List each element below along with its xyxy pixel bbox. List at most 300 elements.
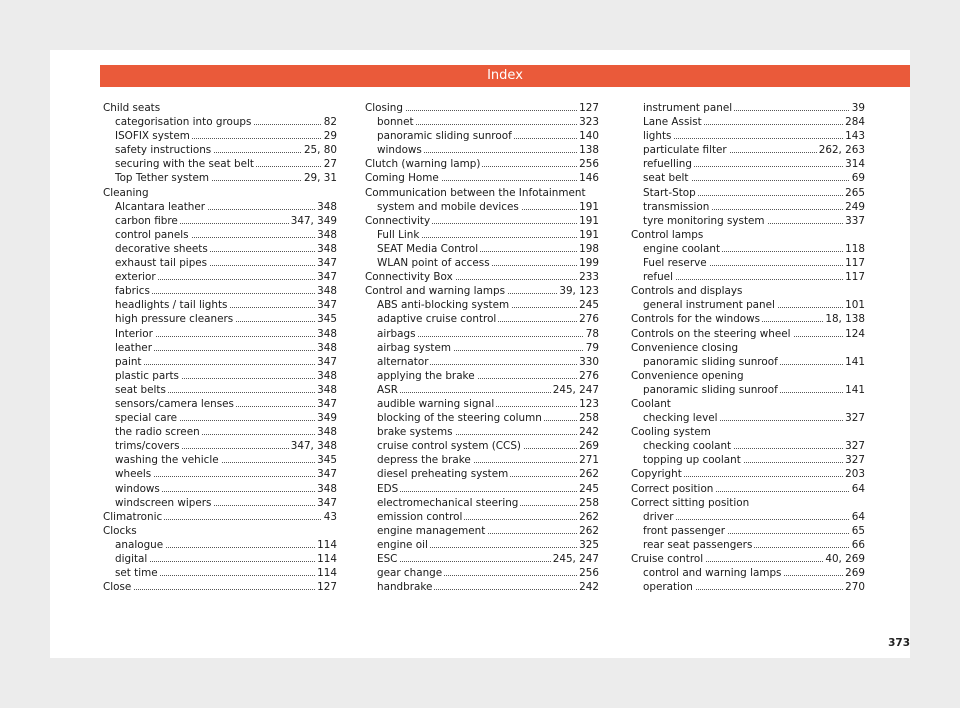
entry-page-ref: 256 bbox=[579, 567, 599, 580]
index-subentry bbox=[103, 115, 337, 129]
index-subentry bbox=[103, 439, 337, 453]
entry-term: front passenger bbox=[643, 524, 726, 537]
entry-page-ref: 203 bbox=[845, 468, 865, 481]
index-subentry bbox=[103, 171, 337, 185]
index-subentry bbox=[365, 411, 599, 425]
entry-page-ref: 348 bbox=[317, 327, 337, 340]
index-subentry bbox=[103, 467, 337, 481]
entry-term: Clocks bbox=[103, 524, 137, 537]
entry-term: leather bbox=[115, 341, 152, 354]
entry-page-ref: 29, 31 bbox=[303, 172, 337, 185]
entry-term: airbag system bbox=[377, 341, 451, 354]
index-entry bbox=[631, 397, 865, 411]
entry-term: analogue bbox=[115, 538, 164, 551]
index-entry bbox=[631, 369, 865, 383]
index-column-2 bbox=[365, 101, 599, 594]
entry-term: rear seat passengers bbox=[643, 538, 753, 551]
index-subentry bbox=[365, 298, 599, 312]
entry-term: Control lamps bbox=[631, 228, 704, 241]
index-subentry bbox=[365, 200, 599, 214]
entry-term: engine coolant bbox=[643, 242, 721, 255]
entry-page-ref: 27 bbox=[323, 158, 337, 171]
index-subentry bbox=[103, 411, 337, 425]
index-subentry bbox=[103, 312, 337, 326]
index-subentry bbox=[365, 242, 599, 256]
entry-page-ref: 347 bbox=[317, 271, 337, 284]
index-subentry bbox=[103, 214, 337, 228]
index-subentry bbox=[365, 566, 599, 580]
entry-page-ref: 245 bbox=[579, 299, 599, 312]
entry-page-ref: 337 bbox=[845, 214, 865, 227]
index-subentry bbox=[103, 397, 337, 411]
entry-page-ref: 327 bbox=[845, 454, 865, 467]
entry-term: SEAT Media Control bbox=[377, 242, 479, 255]
entry-term: driver bbox=[643, 510, 674, 523]
entry-term: special care bbox=[115, 412, 178, 425]
entry-term: Close bbox=[103, 581, 132, 594]
index-entry bbox=[365, 284, 599, 298]
dot-leader bbox=[115, 364, 337, 365]
index-subentry bbox=[103, 566, 337, 580]
index-subentry bbox=[631, 129, 865, 143]
entry-term: Closing bbox=[365, 102, 403, 114]
index-subentry bbox=[365, 482, 599, 496]
index-subentry bbox=[103, 552, 337, 566]
entry-term: panoramic sliding sunroof bbox=[377, 130, 512, 143]
index-subentry bbox=[631, 383, 865, 397]
entry-page-ref: 64 bbox=[851, 482, 865, 495]
entry-term: emission control bbox=[377, 510, 463, 523]
index-subentry bbox=[365, 453, 599, 467]
entry-term: Alcantara leather bbox=[115, 200, 206, 213]
entry-page-ref: 276 bbox=[579, 369, 599, 382]
entry-term: decorative sheets bbox=[115, 242, 208, 255]
entry-term: checking coolant bbox=[643, 440, 732, 453]
entry-term: instrument panel bbox=[643, 102, 733, 114]
entry-term: digital bbox=[115, 553, 148, 565]
index-subentry bbox=[631, 171, 865, 185]
entry-term: ESC bbox=[377, 553, 398, 565]
index-subentry bbox=[631, 298, 865, 312]
entry-term: carbon fibre bbox=[115, 214, 178, 227]
entry-page-ref: 348 bbox=[317, 228, 337, 241]
entry-term: plastic parts bbox=[115, 369, 179, 382]
entry-term: panoramic sliding sunroof bbox=[643, 383, 778, 396]
index-subentry bbox=[103, 129, 337, 143]
entry-page-ref: 69 bbox=[851, 172, 865, 185]
entry-page-ref: 141 bbox=[845, 383, 865, 396]
entry-term: adaptive cruise control bbox=[377, 313, 497, 326]
entry-page-ref: 348 bbox=[317, 200, 337, 213]
entry-page-ref: 242 bbox=[579, 426, 599, 439]
entry-page-ref: 65 bbox=[851, 524, 865, 537]
entry-term: windows bbox=[377, 144, 422, 157]
index-entry bbox=[631, 341, 865, 355]
index-entry bbox=[365, 270, 599, 284]
entry-page-ref: 124 bbox=[845, 327, 865, 340]
index-subentry bbox=[631, 157, 865, 171]
entry-page-ref: 258 bbox=[579, 412, 599, 425]
entry-term: tyre monitoring system bbox=[643, 214, 765, 227]
entry-term: transmission bbox=[643, 200, 710, 213]
entry-page-ref: 349 bbox=[317, 412, 337, 425]
entry-page-ref: 141 bbox=[845, 355, 865, 368]
entry-term: ABS anti-blocking system bbox=[377, 299, 510, 312]
index-entry bbox=[631, 312, 865, 326]
index-subentry bbox=[631, 101, 865, 115]
entry-term: Cruise control bbox=[631, 553, 704, 565]
index-entry bbox=[631, 496, 865, 510]
entry-term: Top Tether system bbox=[115, 172, 209, 185]
entry-page-ref: 40, 269 bbox=[825, 553, 865, 565]
entry-page-ref: 64 bbox=[851, 510, 865, 523]
entry-term: checking level bbox=[643, 412, 718, 425]
entry-term: panoramic sliding sunroof bbox=[643, 355, 778, 368]
entry-page-ref: 347 bbox=[317, 397, 337, 410]
index-subentry bbox=[103, 482, 337, 496]
index-subentry bbox=[365, 369, 599, 383]
entry-page-ref: 269 bbox=[845, 567, 865, 580]
entry-term: EDS bbox=[377, 482, 399, 495]
entry-page-ref: 262 bbox=[579, 510, 599, 523]
dot-leader bbox=[643, 138, 865, 139]
entry-term: seat belts bbox=[115, 383, 166, 396]
entry-term: Interior bbox=[115, 327, 153, 340]
entry-page-ref: 249 bbox=[845, 200, 865, 213]
entry-page-ref: 146 bbox=[579, 172, 599, 185]
entry-page-ref: 345 bbox=[317, 313, 337, 326]
entry-term: Child seats bbox=[103, 102, 161, 114]
entry-page-ref: 348 bbox=[317, 369, 337, 382]
entry-page-ref: 348 bbox=[317, 482, 337, 495]
index-entry bbox=[103, 510, 337, 524]
index-columns bbox=[103, 101, 865, 641]
index-subentry bbox=[631, 143, 865, 157]
index-entry bbox=[631, 228, 865, 242]
entry-term: Coming Home bbox=[365, 172, 439, 185]
entry-term: Fuel reserve bbox=[643, 257, 707, 270]
entry-page-ref: 347 bbox=[317, 468, 337, 481]
index-subentry bbox=[631, 242, 865, 256]
index-subentry bbox=[631, 256, 865, 270]
entry-page-ref: 233 bbox=[579, 271, 599, 284]
section-header: Index bbox=[100, 65, 910, 87]
entry-page-ref: 347 bbox=[317, 299, 337, 312]
index-subentry bbox=[365, 341, 599, 355]
index-subentry bbox=[365, 524, 599, 538]
entry-term: lights bbox=[643, 130, 672, 143]
index-subentry bbox=[365, 467, 599, 481]
index-subentry bbox=[631, 214, 865, 228]
entry-term: seat belt bbox=[643, 172, 689, 185]
entry-term: blocking of the steering column bbox=[377, 412, 542, 425]
entry-page-ref: 140 bbox=[579, 130, 599, 143]
index-entry bbox=[103, 524, 337, 538]
entry-page-ref: 347, 348 bbox=[290, 440, 337, 453]
dot-leader bbox=[643, 519, 865, 520]
dot-leader bbox=[103, 589, 337, 590]
entry-page-ref: 347 bbox=[317, 496, 337, 509]
index-subentry bbox=[103, 284, 337, 298]
index-entry bbox=[631, 327, 865, 341]
entry-term: WLAN point of access bbox=[377, 257, 490, 270]
index-subentry bbox=[631, 538, 865, 552]
index-subentry bbox=[103, 383, 337, 397]
index-subentry bbox=[103, 496, 337, 510]
entry-term: set time bbox=[115, 567, 158, 580]
entry-term: exhaust tail pipes bbox=[115, 257, 208, 270]
entry-page-ref: 78 bbox=[585, 327, 599, 340]
index-subentry bbox=[103, 369, 337, 383]
index-subentry bbox=[631, 566, 865, 580]
entry-page-ref: 270 bbox=[845, 581, 865, 594]
entry-term: bonnet bbox=[377, 116, 414, 129]
index-subentry bbox=[631, 439, 865, 453]
entry-page-ref: 114 bbox=[317, 553, 337, 565]
entry-page-ref: 327 bbox=[845, 412, 865, 425]
index-subentry bbox=[103, 228, 337, 242]
index-subentry bbox=[103, 453, 337, 467]
entry-page-ref: 114 bbox=[317, 567, 337, 580]
entry-term: engine management bbox=[377, 524, 486, 537]
entry-term: applying the brake bbox=[377, 369, 475, 382]
entry-page-ref: 123 bbox=[579, 397, 599, 410]
entry-page-ref: 348 bbox=[317, 383, 337, 396]
entry-term: securing with the seat belt bbox=[115, 158, 254, 171]
index-subentry bbox=[365, 580, 599, 594]
entry-term: headlights / tail lights bbox=[115, 299, 228, 312]
entry-term: Full Link bbox=[377, 228, 420, 241]
index-subentry bbox=[103, 256, 337, 270]
index-subentry bbox=[365, 256, 599, 270]
index-subentry bbox=[631, 411, 865, 425]
entry-page-ref: 191 bbox=[579, 228, 599, 241]
entry-term: electromechanical steering bbox=[377, 496, 519, 509]
entry-page-ref: 114 bbox=[317, 538, 337, 551]
entry-term: gear change bbox=[377, 567, 443, 580]
index-subentry bbox=[365, 383, 599, 397]
dot-leader bbox=[377, 491, 599, 492]
index-subentry bbox=[365, 538, 599, 552]
entry-term: depress the brake bbox=[377, 454, 471, 467]
entry-page-ref: 348 bbox=[317, 426, 337, 439]
index-subentry bbox=[103, 425, 337, 439]
entry-term: exterior bbox=[115, 271, 156, 284]
entry-page-ref: 101 bbox=[845, 299, 865, 312]
entry-term: control panels bbox=[115, 228, 189, 241]
index-subentry bbox=[365, 327, 599, 341]
index-subentry bbox=[103, 341, 337, 355]
index-subentry bbox=[631, 524, 865, 538]
entry-page-ref: 43 bbox=[323, 510, 337, 523]
index-subentry bbox=[365, 552, 599, 566]
entry-term: alternator bbox=[377, 355, 429, 368]
entry-page-ref: 138 bbox=[579, 144, 599, 157]
index-subentry bbox=[365, 143, 599, 157]
index-column-3 bbox=[631, 101, 865, 594]
index-entry bbox=[631, 552, 865, 566]
entry-page-ref: 348 bbox=[317, 341, 337, 354]
entry-term: Cooling system bbox=[631, 426, 711, 439]
index-subentry bbox=[631, 510, 865, 524]
entry-page-ref: 245 bbox=[579, 482, 599, 495]
entry-term: Clutch (warning lamp) bbox=[365, 158, 481, 171]
entry-page-ref: 117 bbox=[845, 271, 865, 284]
index-entry bbox=[365, 157, 599, 171]
entry-page-ref: 82 bbox=[323, 116, 337, 129]
entry-page-ref: 314 bbox=[845, 158, 865, 171]
entry-page-ref: 330 bbox=[579, 355, 599, 368]
entry-page-ref: 325 bbox=[579, 538, 599, 551]
entry-term: categorisation into groups bbox=[115, 116, 252, 129]
index-subentry bbox=[103, 270, 337, 284]
entry-page-ref: 348 bbox=[317, 285, 337, 298]
entry-term: trims/covers bbox=[115, 440, 180, 453]
entry-page-ref: 262 bbox=[579, 524, 599, 537]
entry-page-ref: 198 bbox=[579, 242, 599, 255]
entry-page-ref: 258 bbox=[579, 496, 599, 509]
entry-term: safety instructions bbox=[115, 144, 212, 157]
entry-page-ref: 256 bbox=[579, 158, 599, 171]
entry-term: Coolant bbox=[631, 397, 671, 410]
entry-term: sensors/camera lenses bbox=[115, 397, 234, 410]
entry-page-ref: 199 bbox=[579, 257, 599, 270]
index-subentry bbox=[365, 397, 599, 411]
entry-term: high pressure cleaners bbox=[115, 313, 234, 326]
entry-page-ref: 29 bbox=[323, 130, 337, 143]
entry-page-ref: 265 bbox=[845, 186, 865, 199]
index-entry bbox=[365, 101, 599, 115]
entry-page-ref: 262 bbox=[579, 468, 599, 481]
index-subentry bbox=[365, 355, 599, 369]
entry-term: Start-Stop bbox=[643, 186, 696, 199]
entry-term: ASR bbox=[377, 383, 398, 396]
entry-page-ref: 66 bbox=[851, 538, 865, 551]
index-entry bbox=[631, 467, 865, 481]
page-number: 373 bbox=[888, 637, 910, 649]
entry-page-ref: 18, 138 bbox=[825, 313, 865, 326]
entry-term: audible warning signal bbox=[377, 397, 495, 410]
index-entry bbox=[103, 580, 337, 594]
index-page bbox=[50, 50, 910, 658]
index-entry bbox=[103, 186, 337, 200]
entry-page-ref: 348 bbox=[317, 242, 337, 255]
entry-page-ref: 347, 349 bbox=[290, 214, 337, 227]
index-subentry bbox=[103, 327, 337, 341]
entry-term: operation bbox=[643, 581, 693, 594]
entry-page-ref: 347 bbox=[317, 355, 337, 368]
entry-page-ref: 127 bbox=[579, 102, 599, 114]
entry-term: system and mobile devices bbox=[377, 200, 519, 213]
index-subentry bbox=[103, 355, 337, 369]
entry-term: fabrics bbox=[115, 285, 150, 298]
entry-term: handbrake bbox=[377, 581, 433, 594]
entry-term: Controls for the windows bbox=[631, 313, 761, 326]
entry-term: Controls on the steering wheel bbox=[631, 327, 791, 340]
entry-page-ref: 118 bbox=[845, 242, 865, 255]
entry-term: refuelling bbox=[643, 158, 692, 171]
entry-term: engine oil bbox=[377, 538, 428, 551]
entry-term: Communication between the Infotainment bbox=[365, 186, 586, 199]
entry-page-ref: 245, 247 bbox=[552, 383, 599, 396]
index-entry bbox=[365, 214, 599, 228]
index-entry bbox=[631, 482, 865, 496]
entry-term: particulate filter bbox=[643, 144, 727, 157]
entry-term: Cleaning bbox=[103, 186, 149, 199]
entry-page-ref: 284 bbox=[845, 116, 865, 129]
entry-term: windows bbox=[115, 482, 160, 495]
index-subentry bbox=[631, 115, 865, 129]
index-subentry bbox=[631, 453, 865, 467]
entry-page-ref: 345 bbox=[317, 454, 337, 467]
entry-page-ref: 191 bbox=[579, 214, 599, 227]
entry-page-ref: 347 bbox=[317, 257, 337, 270]
entry-term: general instrument panel bbox=[643, 299, 775, 312]
index-subentry bbox=[631, 270, 865, 284]
entry-page-ref: 269 bbox=[579, 440, 599, 453]
entry-page-ref: 79 bbox=[585, 341, 599, 354]
index-subentry bbox=[631, 200, 865, 214]
index-subentry bbox=[103, 298, 337, 312]
index-entry bbox=[631, 425, 865, 439]
index-subentry bbox=[365, 425, 599, 439]
index-entry bbox=[631, 284, 865, 298]
index-entry bbox=[365, 171, 599, 185]
entry-page-ref: 327 bbox=[845, 440, 865, 453]
index-subentry bbox=[365, 115, 599, 129]
entry-page-ref: 276 bbox=[579, 313, 599, 326]
index-entry bbox=[365, 186, 599, 200]
index-subentry bbox=[365, 228, 599, 242]
entry-term: Climatronic bbox=[103, 510, 163, 523]
entry-term: Connectivity bbox=[365, 214, 431, 227]
entry-term: control and warning lamps bbox=[643, 567, 782, 580]
entry-term: Control and warning lamps bbox=[365, 285, 506, 298]
index-subentry bbox=[103, 143, 337, 157]
entry-term: washing the vehicle bbox=[115, 454, 219, 467]
entry-term: Correct position bbox=[631, 482, 714, 495]
entry-term: windscreen wipers bbox=[115, 496, 212, 509]
entry-page-ref: 39, 123 bbox=[559, 285, 599, 298]
index-subentry bbox=[103, 538, 337, 552]
entry-page-ref: 117 bbox=[845, 257, 865, 270]
entry-term: brake systems bbox=[377, 426, 453, 439]
index-subentry bbox=[365, 510, 599, 524]
entry-page-ref: 143 bbox=[845, 130, 865, 143]
entry-term: paint bbox=[115, 355, 142, 368]
entry-term: Copyright bbox=[631, 468, 682, 481]
entry-term: ISOFIX system bbox=[115, 130, 190, 143]
entry-page-ref: 262, 263 bbox=[818, 144, 865, 157]
index-entry bbox=[103, 101, 337, 115]
index-subentry bbox=[103, 242, 337, 256]
entry-term: Convenience closing bbox=[631, 341, 739, 354]
entry-page-ref: 25, 80 bbox=[303, 144, 337, 157]
index-subentry bbox=[631, 580, 865, 594]
dot-leader bbox=[643, 279, 865, 280]
entry-term: Controls and displays bbox=[631, 285, 743, 298]
entry-page-ref: 242 bbox=[579, 581, 599, 594]
index-subentry bbox=[103, 200, 337, 214]
entry-term: diesel preheating system bbox=[377, 468, 509, 481]
index-column-1 bbox=[103, 101, 337, 594]
entry-term: Lane Assist bbox=[643, 116, 702, 129]
entry-term: cruise control system (CCS) bbox=[377, 440, 521, 453]
entry-page-ref: 39 bbox=[851, 102, 865, 114]
entry-term: Connectivity Box bbox=[365, 271, 453, 284]
entry-page-ref: 127 bbox=[317, 581, 337, 594]
entry-term: refuel bbox=[643, 271, 673, 284]
